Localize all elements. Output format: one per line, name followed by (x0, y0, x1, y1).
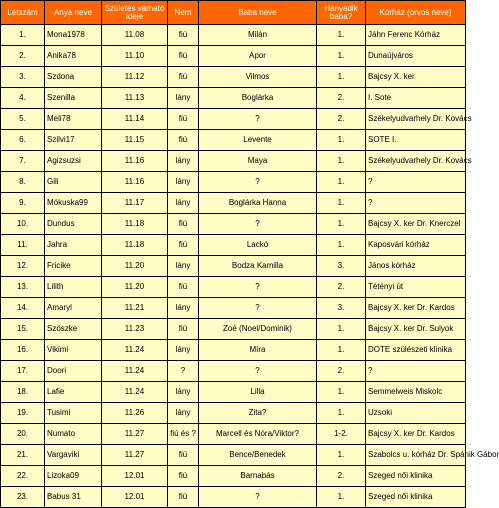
table-row (1, 424, 466, 445)
cell-sex: lány (168, 88, 199, 109)
cell-due-date: 11.24 (102, 361, 168, 382)
cell-hospital: Szeged női klinika (366, 487, 466, 508)
cell-mother-name: Szöszke (45, 319, 102, 340)
cell-count: 14. (1, 298, 45, 319)
cell-sex: lány (168, 340, 199, 361)
cell-which-baby: 1. (317, 382, 366, 403)
cell-which-baby: 1. (317, 487, 366, 508)
cell-which-baby: 3. (317, 256, 366, 277)
header-row (1, 1, 466, 25)
cell-due-date: 11.20 (102, 277, 168, 298)
cell-count: 12. (1, 256, 45, 277)
header-mother-name: Anya neve (45, 1, 102, 25)
cell-count: 19. (1, 403, 45, 424)
cell-baby-name: ? (199, 109, 317, 130)
cell-which-baby: 2. (317, 277, 366, 298)
cell-mother-name: Anika78 (45, 46, 102, 67)
cell-count: 5. (1, 109, 45, 130)
table-row (1, 25, 466, 46)
cell-which-baby: 1. (317, 214, 366, 235)
cell-which-baby: 1. (317, 445, 366, 466)
cell-baby-name: Lilla (199, 382, 317, 403)
cell-due-date: 11.08 (102, 25, 168, 46)
cell-sex: fiú (168, 235, 199, 256)
cell-which-baby: 3. (317, 298, 366, 319)
table-row (1, 340, 466, 361)
table-row (1, 319, 466, 340)
header-sex: Nem (168, 1, 199, 25)
cell-sex: fiú (168, 445, 199, 466)
cell-which-baby: 2. (317, 466, 366, 487)
table-row (1, 46, 466, 67)
cell-which-baby: 2. (317, 88, 366, 109)
cell-sex: lány (168, 256, 199, 277)
cell-due-date: 11.16 (102, 172, 168, 193)
header-baby-name: Baba neve (199, 1, 317, 25)
cell-sex: lány (168, 403, 199, 424)
cell-count: 9. (1, 193, 45, 214)
table-row (1, 487, 466, 508)
cell-hospital: Uzsoki (366, 403, 466, 424)
cell-which-baby: 1. (317, 172, 366, 193)
cell-mother-name: Dundus (45, 214, 102, 235)
table-row (1, 277, 466, 298)
cell-count: 10. (1, 214, 45, 235)
cell-due-date: 11.23 (102, 319, 168, 340)
cell-count: 16. (1, 340, 45, 361)
cell-count: 18. (1, 382, 45, 403)
cell-baby-name: Boglárka (199, 88, 317, 109)
cell-hospital: Szeged női klinika (366, 466, 466, 487)
cell-due-date: 11.13 (102, 88, 168, 109)
cell-due-date: 11.24 (102, 340, 168, 361)
cell-mother-name: Vargaviki (45, 445, 102, 466)
cell-mother-name: Lilith (45, 277, 102, 298)
cell-due-date: 11.17 (102, 193, 168, 214)
cell-sex: fiú (168, 46, 199, 67)
cell-due-date: 11.21 (102, 298, 168, 319)
cell-sex: lány (168, 151, 199, 172)
cell-sex: fiú és ? (168, 424, 199, 445)
table-row (1, 235, 466, 256)
cell-mother-name: Babus 31 (45, 487, 102, 508)
table-row (1, 172, 466, 193)
cell-due-date: 11.26 (102, 403, 168, 424)
cell-which-baby: 1. (317, 67, 366, 88)
cell-hospital: DOTE szülészeti klinika (366, 340, 466, 361)
cell-mother-name: Fricike (45, 256, 102, 277)
cell-baby-name: Levente (199, 130, 317, 151)
cell-baby-name: Vilmos (199, 67, 317, 88)
cell-which-baby: 1. (317, 25, 366, 46)
cell-sex: lány (168, 172, 199, 193)
cell-baby-name: ? (199, 361, 317, 382)
cell-which-baby: 1-2. (317, 424, 366, 445)
header-which-baby: Hanyadik baba? (317, 1, 366, 25)
cell-sex: lány (168, 382, 199, 403)
cell-baby-name: Lackó (199, 235, 317, 256)
cell-count: 11. (1, 235, 45, 256)
cell-hospital: SOTE I. (366, 130, 466, 151)
cell-sex: lány (168, 298, 199, 319)
cell-hospital: Szabolcs u. kórház Dr. Spánik Gábor (366, 445, 466, 466)
cell-count: 21. (1, 445, 45, 466)
cell-hospital: ? (366, 193, 466, 214)
cell-sex: fiú (168, 466, 199, 487)
cell-which-baby: 2. (317, 109, 366, 130)
cell-baby-name: Boglárka Hanna (199, 193, 317, 214)
cell-mother-name: Mókuska99 (45, 193, 102, 214)
cell-due-date: 11.16 (102, 151, 168, 172)
cell-due-date: 11.24 (102, 382, 168, 403)
cell-hospital: ? (366, 361, 466, 382)
table-row (1, 214, 466, 235)
cell-mother-name: Szdona (45, 67, 102, 88)
cell-which-baby: 1. (317, 340, 366, 361)
cell-hospital: Bajcsy X. ker Dr. Kardos (366, 424, 466, 445)
cell-mother-name: Numato (45, 424, 102, 445)
cell-count: 20. (1, 424, 45, 445)
cell-due-date: 12.01 (102, 466, 168, 487)
cell-mother-name: Doori (45, 361, 102, 382)
cell-due-date: 11.18 (102, 235, 168, 256)
cell-due-date: 11.10 (102, 46, 168, 67)
cell-which-baby: 1. (317, 403, 366, 424)
cell-hospital: Bajcsy X. ker Dr. Knerczel (366, 214, 466, 235)
cell-baby-name: Bence/Benedek (199, 445, 317, 466)
header-count: Létszám (1, 1, 45, 25)
cell-baby-name: Marcell és Nóra/Viktor? (199, 424, 317, 445)
cell-baby-name: ? (199, 487, 317, 508)
cell-count: 7. (1, 151, 45, 172)
cell-hospital: Bajcsy X. ker (366, 67, 466, 88)
cell-baby-name: Zita? (199, 403, 317, 424)
cell-mother-name: Mona1978 (45, 25, 102, 46)
cell-hospital: Kaposvári kórház (366, 235, 466, 256)
cell-hospital: Székelyudvarhely Dr. Kovács (366, 109, 466, 130)
cell-baby-name: Bodza Kamilla (199, 256, 317, 277)
table-row (1, 130, 466, 151)
cell-due-date: 11.12 (102, 67, 168, 88)
header-due-date: Születés várható ideje (102, 1, 168, 25)
table-row (1, 382, 466, 403)
cell-due-date: 11.27 (102, 424, 168, 445)
cell-due-date: 11.20 (102, 256, 168, 277)
cell-which-baby: 1. (317, 151, 366, 172)
cell-count: 22. (1, 466, 45, 487)
cell-count: 13. (1, 277, 45, 298)
table-row (1, 151, 466, 172)
cell-baby-name: Milán (199, 25, 317, 46)
cell-hospital: Jáhn Ferenc Kórház (366, 25, 466, 46)
cell-due-date: 12.01 (102, 487, 168, 508)
cell-count: 6. (1, 130, 45, 151)
cell-mother-name: Szenilla (45, 88, 102, 109)
cell-baby-name: Míra (199, 340, 317, 361)
cell-count: 15. (1, 319, 45, 340)
cell-mother-name: Jahra (45, 235, 102, 256)
cell-count: 23. (1, 487, 45, 508)
cell-which-baby: 1. (317, 193, 366, 214)
cell-baby-name: Zoé (Noel/Dominik) (199, 319, 317, 340)
cell-count: 1. (1, 25, 45, 46)
cell-mother-name: Tusimi (45, 403, 102, 424)
cell-hospital: Székelyudvarhely Dr. Kovács (366, 151, 466, 172)
cell-mother-name: Amaryl (45, 298, 102, 319)
cell-hospital: Dunaújváros (366, 46, 466, 67)
cell-due-date: 11.27 (102, 445, 168, 466)
cell-sex: fiú (168, 277, 199, 298)
cell-sex: lány (168, 193, 199, 214)
table-row (1, 298, 466, 319)
cell-hospital: Semmelweis Miskolc (366, 382, 466, 403)
cell-hospital: ? (366, 172, 466, 193)
cell-due-date: 11.15 (102, 130, 168, 151)
cell-sex: fiú (168, 487, 199, 508)
cell-due-date: 11.14 (102, 109, 168, 130)
table-row (1, 361, 466, 382)
cell-mother-name: Gili (45, 172, 102, 193)
cell-baby-name: ? (199, 298, 317, 319)
cell-count: 8. (1, 172, 45, 193)
cell-which-baby: 1. (317, 319, 366, 340)
cell-count: 3. (1, 67, 45, 88)
cell-baby-name: ? (199, 172, 317, 193)
cell-which-baby: 1. (317, 46, 366, 67)
cell-baby-name: ? (199, 214, 317, 235)
cell-count: 17. (1, 361, 45, 382)
cell-sex: fiú (168, 109, 199, 130)
cell-mother-name: Agizsuzsi (45, 151, 102, 172)
cell-sex: fiú (168, 130, 199, 151)
table-row (1, 193, 466, 214)
cell-hospital: Bajcsy X. ker Dr. Kardos (366, 298, 466, 319)
cell-which-baby: 1. (317, 130, 366, 151)
cell-due-date: 11.18 (102, 214, 168, 235)
table-row (1, 67, 466, 88)
cell-sex: ? (168, 361, 199, 382)
cell-baby-name: Apor (199, 46, 317, 67)
cell-sex: fiú (168, 214, 199, 235)
table-row (1, 445, 466, 466)
cell-mother-name: Szilvi17 (45, 130, 102, 151)
table-row (1, 256, 466, 277)
cell-count: 2. (1, 46, 45, 67)
cell-baby-name: Barnabás (199, 466, 317, 487)
cell-mother-name: Meli78 (45, 109, 102, 130)
cell-mother-name: Vikimi (45, 340, 102, 361)
cell-mother-name: Lafie (45, 382, 102, 403)
table-row (1, 88, 466, 109)
cell-hospital: Tétényi út (366, 277, 466, 298)
cell-baby-name: Maya (199, 151, 317, 172)
table-row (1, 109, 466, 130)
cell-sex: fiú (168, 25, 199, 46)
table-body (1, 25, 499, 508)
cell-hospital: I. Sote (366, 88, 466, 109)
cell-sex: fiú (168, 319, 199, 340)
table-row (1, 403, 466, 424)
cell-count: 4. (1, 88, 45, 109)
cell-which-baby: 2. (317, 361, 366, 382)
cell-baby-name: ? (199, 277, 317, 298)
cell-mother-name: Lizoka09 (45, 466, 102, 487)
cell-hospital: Bajcsy X. ker Dr. Sulyok (366, 319, 466, 340)
header-hospital: Kórház (orvos neve) (366, 1, 466, 25)
table-row (1, 466, 466, 487)
cell-hospital: János kórház (366, 256, 466, 277)
cell-sex: fiú (168, 67, 199, 88)
cell-which-baby: 1. (317, 235, 366, 256)
